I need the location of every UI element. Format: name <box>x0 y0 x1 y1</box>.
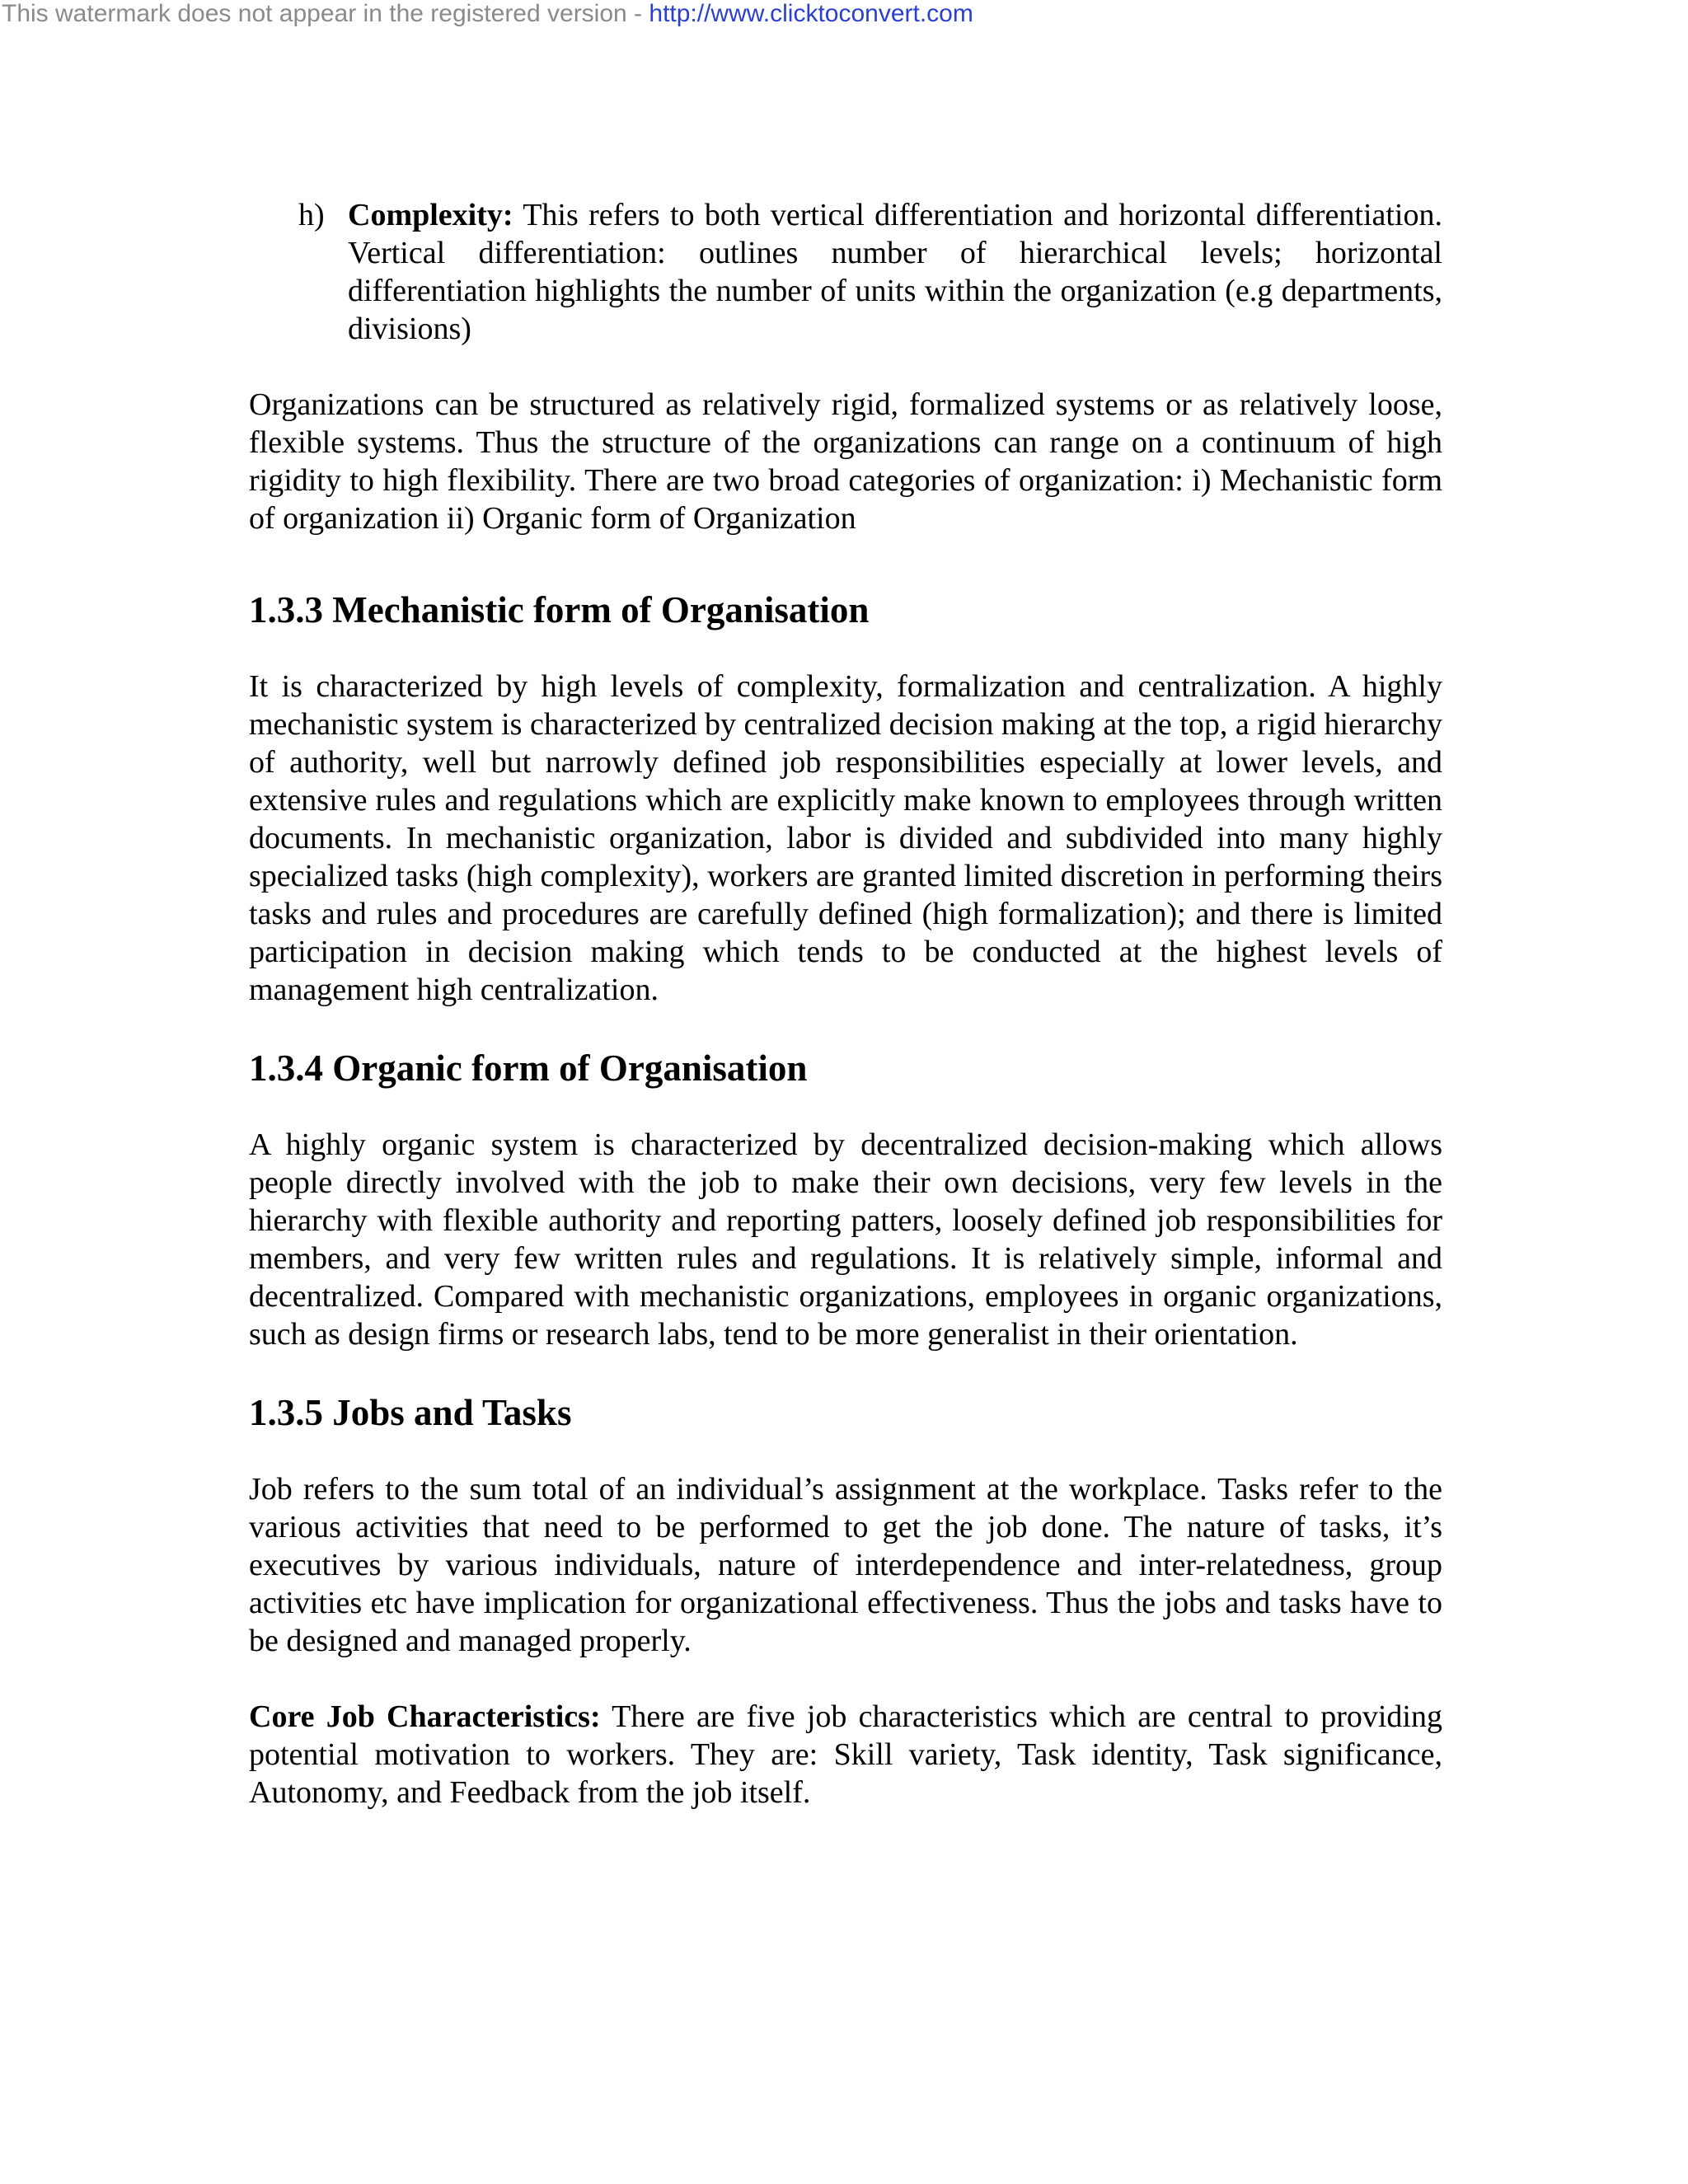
document-page <box>249 196 1442 1849</box>
core-job-text: There are five job characteristics which are central to providing potential motivation to workers. They are: Skill variety, Task identity, Task significance, Autonomy, and Feedback from the job itself. <box>249 1699 1442 1810</box>
core-job-label: Core Job Characteristics: <box>249 1699 601 1734</box>
watermark-text: This watermark does not appear in the registered version - <box>2 0 649 27</box>
list-item-text: This refers to both vertical differentiation and horizontal differentiation. Vertical differentiation: outlines number of hierarchical levels; horizontal differentiation highlights the number of units within the organization (e.g departments, divisions) <box>348 198 1442 346</box>
list-item-term: Complexity: <box>348 198 513 232</box>
section-body-mechanistic: It is characterized by high levels of complexity, formalization and centralization. A highly mechanistic system is characterized by centralized decision making at the top, a rigid hierarchy of authority, well but narrowly defined job responsibilities especially at lower levels, and extensive rules and regulations which are explicitly make known to employees through written documents. In mechanistic organization, labor is divided and subdivided into many highly specialized tasks (high complexity), workers are granted limited discretion in performing theirs tasks and rules and procedures are carefully defined (high formalization); and there is limited participation in decision making which tends to be conducted at the highest levels of management high centralization. <box>249 669 1442 1007</box>
section-heading-mechanistic: 1.3.3 Mechanistic form of Organisation <box>249 589 870 630</box>
intro-paragraph: Organizations can be structured as relatively rigid, formalized systems or as relatively loose, flexible systems. Thus the structure of the organizations can range on a continuum of high rigidity to high flexibility. There are two broad categories of organization: i) Mechanistic form of organization ii) Organic form of Organization <box>249 387 1442 536</box>
section-heading-organic: 1.3.4 Organic form of Organisation <box>249 1047 808 1089</box>
list-item-complexity <box>298 196 1442 348</box>
list-marker: h) <box>298 198 325 232</box>
watermark-notice <box>2 0 973 28</box>
section-heading-jobs: 1.3.5 Jobs and Tasks <box>249 1392 572 1433</box>
core-job-characteristics-paragraph <box>249 1698 1442 1811</box>
watermark-link[interactable]: http://www.clicktoconvert.com <box>649 0 973 27</box>
section-body-jobs: Job refers to the sum total of an individual’s assignment at the workplace. Tasks refer to the various activities that need to be performed to get the job done. The nature of tasks, it’s executives by various individuals, nature of interdependence and inter-relatedness, group activities etc have implication for organizational effectiveness. Thus the jobs and tasks have to be designed and managed properly. <box>249 1472 1442 1658</box>
section-body-organic: A highly organic system is characterized by decentralized decision-making which allows people directly involved with the job to make their own decisions, very few levels in the hierarchy with flexible authority and reporting patters, loosely defined job responsibilities for members, and very few written rules and regulations. It is relatively simple, informal and decentralized. Compared with mechanistic organizations, employees in organic organizations, such as design firms or research labs, tend to be more generalist in their orientation. <box>249 1127 1442 1352</box>
